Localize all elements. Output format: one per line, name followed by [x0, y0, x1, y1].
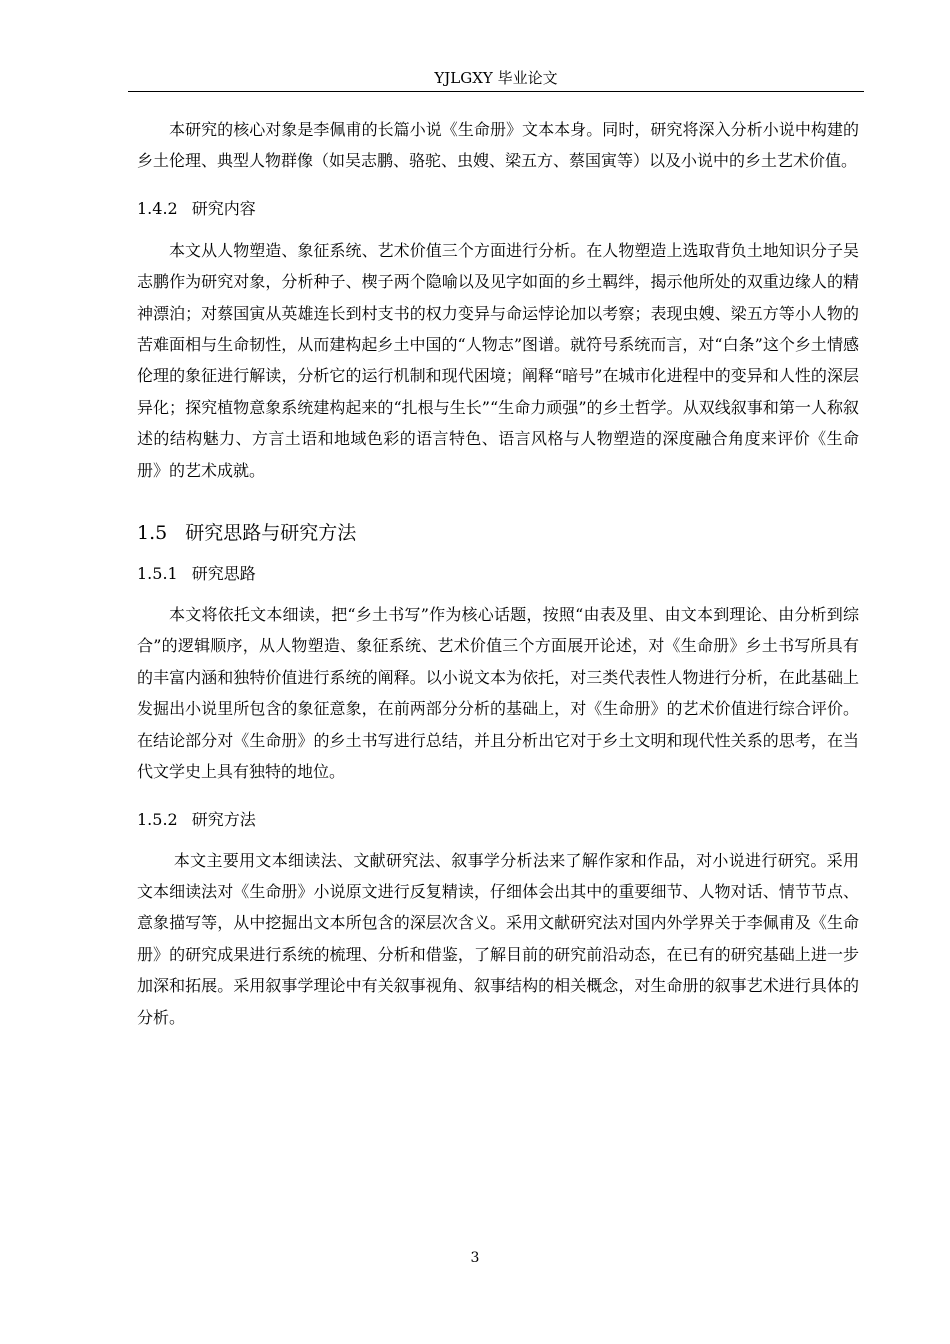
heading-number: 1.5.2	[137, 809, 178, 829]
heading-number: 1.5	[137, 522, 168, 545]
heading-1-4-2	[137, 197, 859, 221]
page-number: 3	[470, 1250, 480, 1266]
heading-title: 研究方法	[191, 809, 256, 829]
paragraph-research-object: 本研究的核心对象是李佩甫的长篇小说《生命册》文本本身。同时，研究将深入分析小说中构建的乡土伦理、典型人物群像（如吴志鹏、骆驼、虫嫂、梁五方、蔡国寅等）以及小说中的乡土艺术价值。	[137, 120, 859, 171]
heading-title: 研究内容	[191, 198, 256, 218]
heading-title: 研究思路	[191, 564, 256, 584]
paragraph-research-content: 本文从人物塑造、象征系统、艺术价值三个方面进行分析。在人物塑造上选取背负土地知识分子吴志鹏作为研究对象，分析种子、楔子两个隐喻以及见字如面的乡土羁绊，揭示他所处的双重边缘人的精神漂泊；对蔡国寅从英雄连长到村支书的权力变异与命运悖论加以考察；表现虫嫂、梁五方等小人物的苦难面相与生命韧性，从而建构起乡土中国的“人物志”图谱。就符号系统而言，对“白条”这个乡土情感伦理的象征进行解读，分析它的运行机制和现代困境；阐释“暗号”在城市化进程中的变异和人性的深层异化；探究植物意象系统建构起来的“扎根与生长”“生命力顽强”的乡土哲学。从双线叙事和第一人称叙述的结构魅力、方言土语和地域色彩的语言特色、语言风格与人物塑造的深度融合角度来评价《生命册》的艺术成就。	[137, 240, 859, 480]
heading-1-5-2	[137, 808, 859, 832]
heading-number: 1.4.2	[137, 198, 178, 218]
header-rule	[128, 91, 864, 92]
heading-title: 研究思路与研究方法	[185, 522, 357, 545]
running-header: YJLGXY 毕业论文	[434, 69, 558, 87]
heading-1-5	[137, 519, 859, 547]
paragraph-research-approach: 本文将依托文本细读，把“乡土书写”作为核心话题，按照“由表及里、由文本到理论、由分析到综合”的逻辑顺序，从人物塑造、象征系统、艺术价值三个方面展开论述，对《生命册》乡土书写所具有的丰富内涵和独特价值进行系统的阐释。以小说文本为依托，对三类代表性人物进行分析，在此基础上发掘出小说里所包含的象征意象，在前两部分分析的基础上，对《生命册》的艺术价值进行综合评价。在结论部分对《生命册》的乡土书写进行总结，并且分析出它对于乡土文明和现代性关系的思考，在当代文学史上具有独特的地位。	[137, 605, 859, 782]
paragraph-research-methods: 本文主要用文本细读法、文献研究法、叙事学分析法来了解作家和作品，对小说进行研究。采用文本细读法对《生命册》小说原文进行反复精读，仔细体会出其中的重要细节、人物对话、情节节点、意象描写等，从中挖掘出文本所包含的深层次含义。采用文献研究法对国内外学界关于李佩甫及《生命册》的研究成果进行系统的梳理、分析和借鉴，了解目前的研究前沿动态，在已有的研究基础上进一步加深和拓展。采用叙事学理论中有关叙事视角、叙事结构的相关概念，对生命册的叙事艺术进行具体的分析。	[137, 850, 859, 1027]
page-content	[137, 114, 859, 1033]
heading-number: 1.5.1	[137, 564, 178, 584]
heading-1-5-1	[137, 562, 859, 586]
